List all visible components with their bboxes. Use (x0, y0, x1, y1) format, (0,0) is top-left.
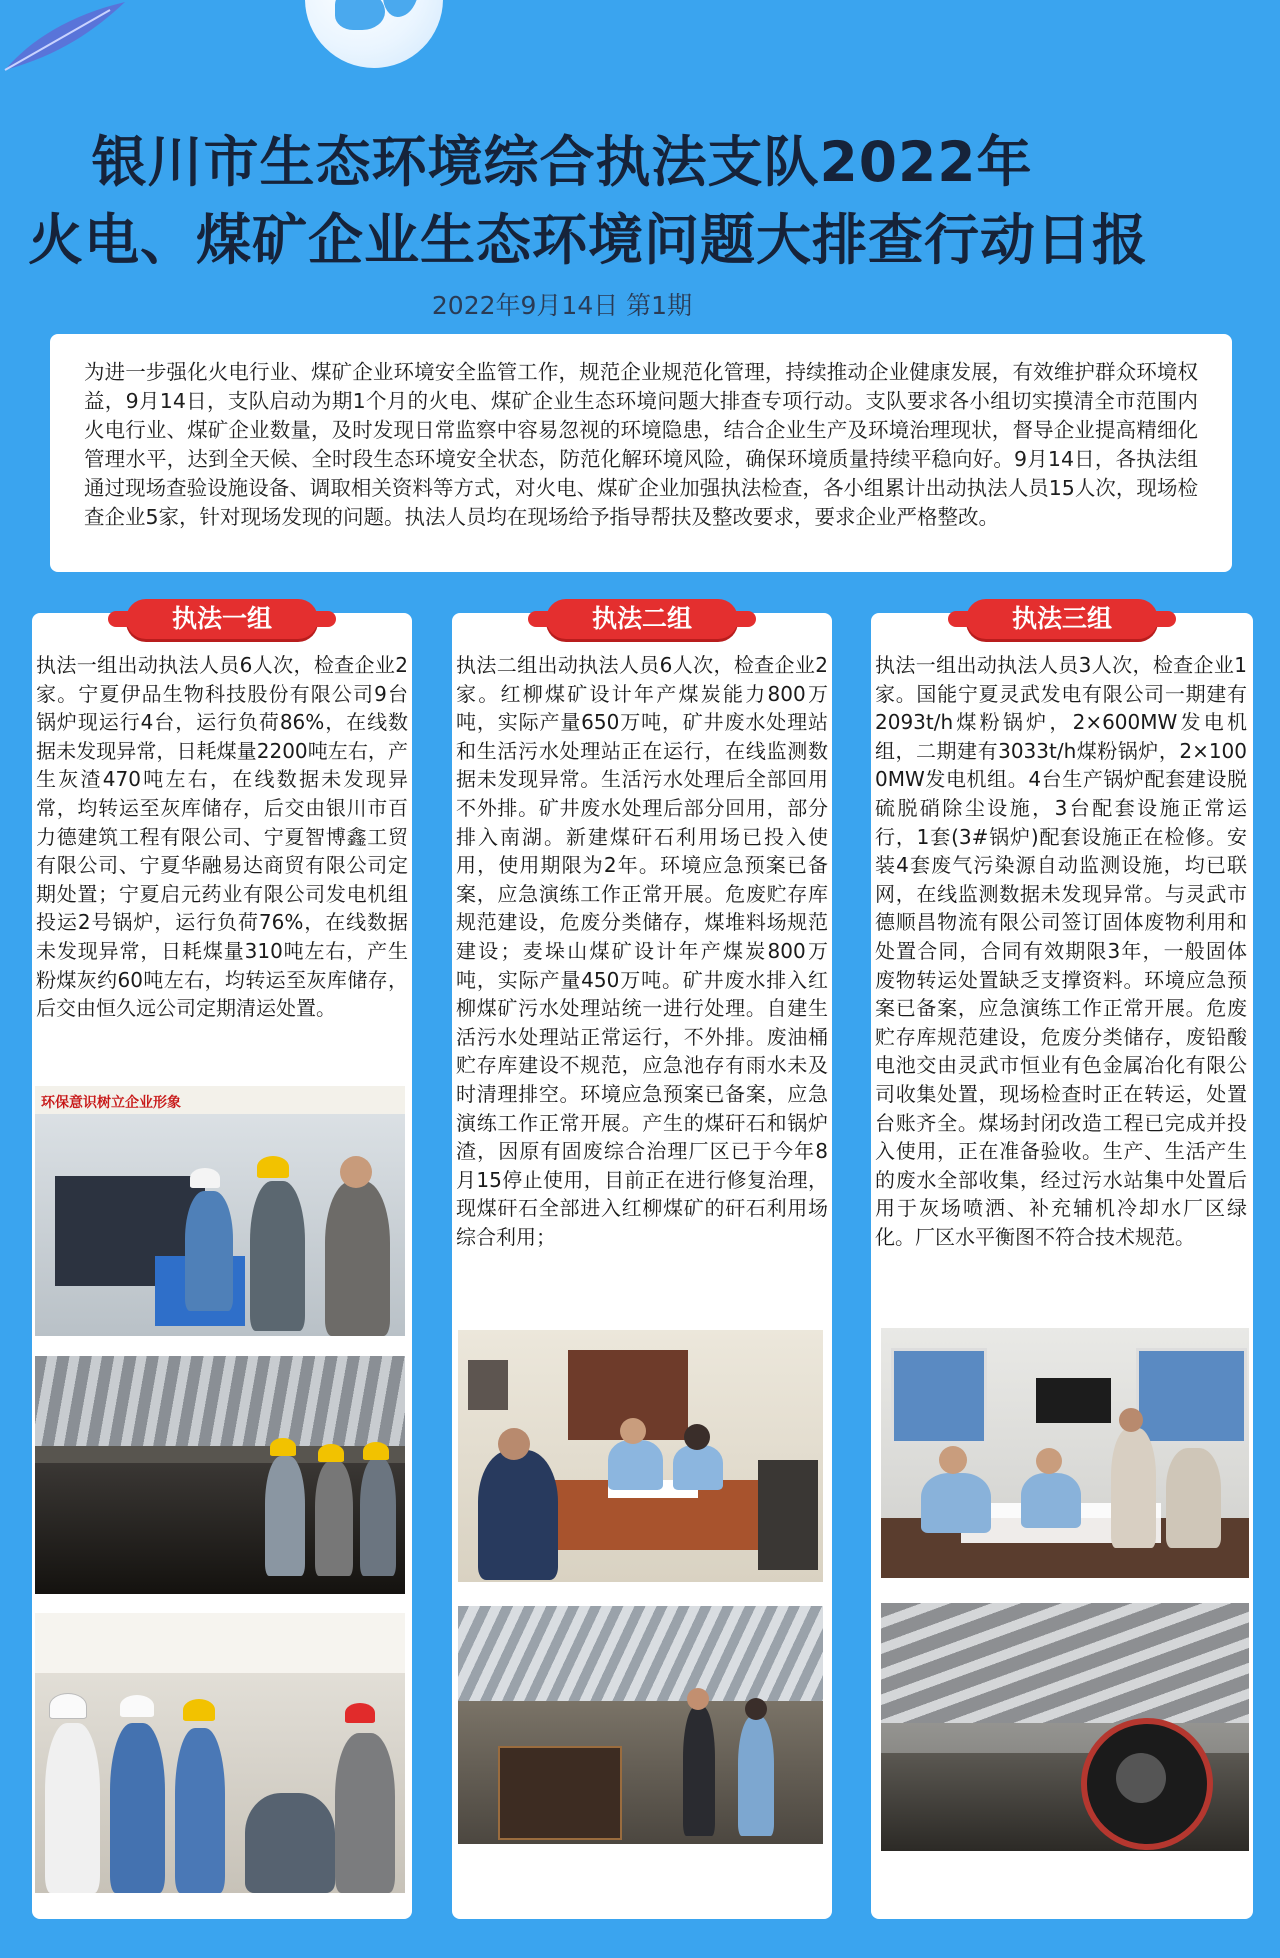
photo-caption: 环保意识树立企业形象 (41, 1095, 181, 1111)
group-card-3 (871, 604, 1253, 1919)
group-tag: 执法三组 (966, 599, 1158, 639)
intro-text: 为进一步强化火电行业、煤矿企业环境安全监管工作，规范企业规范化管理，持续推动企业健康发展，有效维护群众环境权益，9月14日，支队启动为期1个月的火电、煤矿企业生态环境问题大排查专项行动。支队要求各小组切实摸清全市范围内火电行业、煤矿企业数量，及时发现日常监察中容易忽视的环境隐患，结合企业生产及环境治理现状，督导企业提高精细化管理水平，达到全天候、全时段生态环境安全状态，防范化解环境风险，确保环境质量持续平稳向好。9月14日，各执法组通过现场查验设施设备、调取相关资料等方式，对火电、煤矿企业加强执法检查，各小组累计出动执法人员15人次，现场检查企业5家，针对现场发现的问题。执法人员均在现场给予指导帮扶及整改要求，要求企业严格整改。 (84, 360, 1198, 529)
group-text: 执法二组出动执法人员6人次，检查企业2家。红柳煤矿设计年产煤炭能力800万吨，实际产量650万吨，矿井废水处理站和生活污水处理站正在运行，在线监测数据未发现异常。生活污水处理后全部回用不外排。矿井废水处理后部分回用，部分排入南湖。新建煤矸石利用场已投入使用，使用期限为2年。环境应急预案已备案，应急演练工作正常开展。危废贮存库规范建设，危废分类储存，煤堆料场规范建设；麦垛山煤矿设计年产煤炭800万吨，实际产量450万吨。矿井废水排入红柳煤矿污水处理站统一进行处理。自建生活污水处理站正常运行，不外排。废油桶贮存库建设不规范，应急池存有雨水未及时清理排空。环境应急预案已备案，应急演练工作正常开展。产生的煤矸石和锅炉渣，因原有固废综合治理厂区已于今年8月15停止使用，目前正在进行修复治理，现煤矸石全部进入红柳煤矿的矸石利用场综合利用； (456, 653, 828, 1249)
photo-monitoring-room (35, 1613, 405, 1893)
photo-wastewater-pit (458, 1606, 823, 1844)
globe-icon (305, 0, 443, 68)
group-card-1 (32, 604, 412, 1919)
page-title-line2: 火电、煤矿企业生态环境问题大排查行动日报 (27, 208, 1148, 272)
photo-control-room (35, 1086, 405, 1336)
photo-coal-shed (35, 1356, 405, 1594)
page-title-line1: 银川市生态环境综合执法支队2022年 (91, 130, 1033, 194)
group-text: 执法一组出动执法人员3人次，检查企业1家。国能宁夏灵武发电有限公司一期建有2093t/h煤粉锅炉，2×600MW发电机组，二期建有3033t/h煤粉锅炉，2×1000MW发电机组。4台生产锅炉配套建设脱硫脱硝除尘设施，3台配套设施正常运行，1套(3#锅炉)配套设施正在检修。安装4套废气污染源自动监测设施，均已联网，在线监测数据未发现异常。与灵武市德顺昌物流有限公司签订固体废物利用和处置合同，合同有效期限3年，一般固体废物转运处置缺乏支撑资料。环境应急预案已备案，应急演练工作正常开展。危废贮存库规范建设，危废分类储存，废铅酸电池交由灵武市恒业有色金属冶化有限公司收集处置，现场检查时正在转运，处置台账齐全。煤场封闭改造工程已完成并投入使用，正在准备验收。生产、生活产生的废水全部收集，经过污水站集中处置后用于灰场喷洒、补充辅机冷却水厂区绿化。厂区水平衡图不符合技术规范。 (875, 653, 1247, 1249)
intro-panel (50, 334, 1232, 572)
group-card-2 (452, 604, 832, 1919)
photo-coal-yard-machine (881, 1603, 1249, 1851)
group-tag: 执法一组 (126, 599, 318, 639)
group-tag: 执法二组 (546, 599, 738, 639)
photo-office-inspection (881, 1328, 1249, 1578)
feather-decoration (0, 0, 130, 75)
group-text: 执法一组出动执法人员6人次，检查企业2家。宁夏伊品生物科技股份有限公司9台锅炉现运行4台，运行负荷86%，在线数据未发现异常，日耗煤量2200吨左右，产生灰渣470吨左右，在线数据未发现异常，均转运至灰库储存，后交由银川市百力德建筑工程有限公司、宁夏智博鑫工贸有限公司、宁夏华融易达商贸有限公司定期处置；宁夏启元药业有限公司发电机组投运2号锅炉，运行负荷76%，在线数据未发现异常，日耗煤量310吨左右，产生粉煤灰约60吨左右，均转运至灰库储存，后交由恒久远公司定期清运处置。 (36, 653, 408, 1021)
photo-meeting-room (458, 1330, 823, 1582)
date-issue: 2022年9月14日 第1期 (431, 291, 693, 320)
